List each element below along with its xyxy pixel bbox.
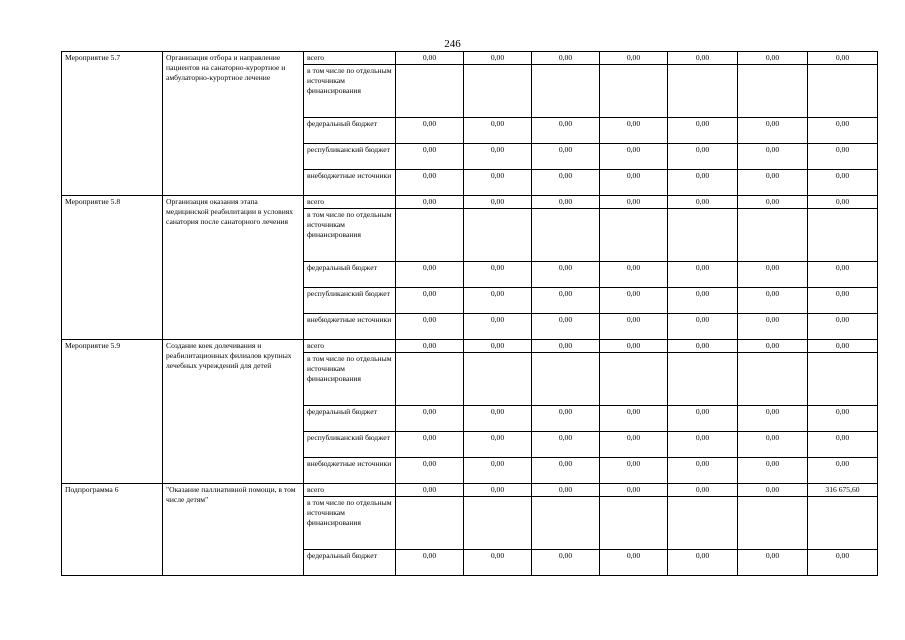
amount-cell: 0,00 (808, 196, 878, 209)
amount-cell: 0,00 (464, 550, 532, 576)
amount-cell: 0,00 (808, 340, 878, 353)
amount-cell: 0,00 (738, 484, 808, 497)
amount-cell: 0,00 (464, 144, 532, 170)
block-title: Организация отбора и направление пациентов на санаторно-курортное и амбулаторно-курортное лечение (163, 52, 304, 196)
amount-cell: 0,00 (396, 314, 464, 340)
amount-cell: 0,00 (738, 52, 808, 65)
funding-source-label: в том числе по отдельным источникам финансирования (304, 353, 396, 406)
amount-cell: 0,00 (600, 196, 668, 209)
amount-cell: 0,00 (532, 288, 600, 314)
block-title: Организация оказания этапа медицинской реабилитации в условиях санатория после санаторного лечения (163, 196, 304, 340)
funding-source-label: всего (304, 340, 396, 353)
amount-cell: 0,00 (464, 196, 532, 209)
amount-cell: 0,00 (600, 288, 668, 314)
table-row (62, 52, 878, 65)
funding-source-label: республиканский бюджет (304, 144, 396, 170)
amount-cell: 0,00 (808, 144, 878, 170)
amount-cell: 0,00 (600, 144, 668, 170)
amount-cell: 0,00 (532, 340, 600, 353)
amount-cell: 0,00 (532, 144, 600, 170)
amount-cell: 0,00 (600, 484, 668, 497)
amount-cell (600, 497, 668, 550)
amount-cell: 0,00 (600, 340, 668, 353)
amount-cell (808, 209, 878, 262)
funding-source-label: федеральный бюджет (304, 550, 396, 576)
amount-cell: 0,00 (668, 118, 738, 144)
amount-cell: 0,00 (808, 262, 878, 288)
amount-cell: 0,00 (808, 432, 878, 458)
amount-cell: 0,00 (668, 550, 738, 576)
amount-cell (600, 209, 668, 262)
amount-cell: 316 675,60 (808, 484, 878, 497)
amount-cell: 0,00 (532, 196, 600, 209)
amount-cell: 0,00 (396, 118, 464, 144)
funding-source-label: в том числе по отдельным источникам финансирования (304, 209, 396, 262)
amount-cell: 0,00 (464, 262, 532, 288)
block-code: Мероприятие 5.7 (62, 52, 163, 196)
funding-source-label: республиканский бюджет (304, 432, 396, 458)
amount-cell: 0,00 (668, 406, 738, 432)
funding-source-label: всего (304, 484, 396, 497)
amount-cell: 0,00 (738, 432, 808, 458)
amount-cell: 0,00 (808, 52, 878, 65)
block-code: Мероприятие 5.8 (62, 196, 163, 340)
amount-cell (532, 497, 600, 550)
funding-source-label: в том числе по отдельным источникам финансирования (304, 497, 396, 550)
amount-cell: 0,00 (396, 458, 464, 484)
amount-cell: 0,00 (464, 170, 532, 196)
amount-cell: 0,00 (600, 262, 668, 288)
amount-cell: 0,00 (738, 288, 808, 314)
amount-cell: 0,00 (600, 118, 668, 144)
amount-cell: 0,00 (600, 432, 668, 458)
amount-cell: 0,00 (738, 170, 808, 196)
amount-cell: 0,00 (808, 118, 878, 144)
amount-cell: 0,00 (464, 52, 532, 65)
amount-cell: 0,00 (464, 340, 532, 353)
amount-cell: 0,00 (668, 432, 738, 458)
amount-cell: 0,00 (396, 432, 464, 458)
amount-cell: 0,00 (808, 314, 878, 340)
amount-cell: 0,00 (738, 196, 808, 209)
amount-cell: 0,00 (808, 406, 878, 432)
amount-cell: 0,00 (464, 458, 532, 484)
amount-cell: 0,00 (396, 340, 464, 353)
amount-cell: 0,00 (600, 550, 668, 576)
amount-cell (668, 353, 738, 406)
amount-cell (600, 65, 668, 118)
amount-cell (668, 497, 738, 550)
amount-cell: 0,00 (600, 406, 668, 432)
amount-cell: 0,00 (532, 432, 600, 458)
amount-cell: 0,00 (600, 170, 668, 196)
amount-cell: 0,00 (738, 144, 808, 170)
table-row (62, 484, 878, 497)
amount-cell: 0,00 (396, 170, 464, 196)
amount-cell: 0,00 (668, 196, 738, 209)
amount-cell: 0,00 (808, 550, 878, 576)
amount-cell: 0,00 (532, 458, 600, 484)
amount-cell: 0,00 (668, 314, 738, 340)
block-title: Создание коек долечивания и реабилитационных филиалов крупных лечебных учреждений для детей (163, 340, 304, 484)
amount-cell (396, 209, 464, 262)
amount-cell (464, 497, 532, 550)
amount-cell: 0,00 (600, 458, 668, 484)
table-row (62, 196, 878, 209)
amount-cell: 0,00 (532, 550, 600, 576)
amount-cell (396, 497, 464, 550)
amount-cell: 0,00 (738, 118, 808, 144)
amount-cell: 0,00 (396, 406, 464, 432)
amount-cell: 0,00 (396, 52, 464, 65)
amount-cell: 0,00 (668, 484, 738, 497)
amount-cell: 0,00 (532, 262, 600, 288)
funding-source-label: федеральный бюджет (304, 262, 396, 288)
funding-source-label: всего (304, 52, 396, 65)
block-code: Подпрограмма 6 (62, 484, 163, 576)
amount-cell: 0,00 (464, 118, 532, 144)
amount-cell (532, 65, 600, 118)
amount-cell: 0,00 (532, 170, 600, 196)
amount-cell: 0,00 (668, 52, 738, 65)
funding-source-label: всего (304, 196, 396, 209)
amount-cell (668, 209, 738, 262)
amount-cell: 0,00 (532, 314, 600, 340)
amount-cell: 0,00 (808, 288, 878, 314)
amount-cell: 0,00 (532, 406, 600, 432)
amount-cell: 0,00 (532, 484, 600, 497)
amount-cell: 0,00 (464, 484, 532, 497)
amount-cell: 0,00 (668, 144, 738, 170)
amount-cell (396, 353, 464, 406)
amount-cell (668, 65, 738, 118)
funding-table (61, 51, 878, 576)
amount-cell: 0,00 (600, 314, 668, 340)
table-row (62, 340, 878, 353)
amount-cell: 0,00 (532, 118, 600, 144)
amount-cell (532, 353, 600, 406)
amount-cell: 0,00 (738, 406, 808, 432)
amount-cell: 0,00 (668, 340, 738, 353)
amount-cell: 0,00 (668, 262, 738, 288)
amount-cell: 0,00 (464, 288, 532, 314)
amount-cell: 0,00 (464, 432, 532, 458)
amount-cell: 0,00 (396, 550, 464, 576)
amount-cell: 0,00 (738, 550, 808, 576)
amount-cell: 0,00 (396, 288, 464, 314)
amount-cell (464, 353, 532, 406)
amount-cell: 0,00 (738, 458, 808, 484)
amount-cell: 0,00 (464, 314, 532, 340)
amount-cell (808, 353, 878, 406)
amount-cell: 0,00 (532, 52, 600, 65)
amount-cell: 0,00 (668, 170, 738, 196)
amount-cell: 0,00 (396, 484, 464, 497)
funding-source-label: республиканский бюджет (304, 288, 396, 314)
amount-cell: 0,00 (808, 170, 878, 196)
amount-cell: 0,00 (396, 262, 464, 288)
funding-source-label: федеральный бюджет (304, 406, 396, 432)
amount-cell: 0,00 (738, 340, 808, 353)
amount-cell: 0,00 (396, 196, 464, 209)
funding-source-label: федеральный бюджет (304, 118, 396, 144)
amount-cell: 0,00 (668, 288, 738, 314)
amount-cell (738, 65, 808, 118)
funding-source-label: внебюджетные источники (304, 170, 396, 196)
amount-cell: 0,00 (808, 458, 878, 484)
amount-cell: 0,00 (600, 52, 668, 65)
amount-cell: 0,00 (668, 458, 738, 484)
amount-cell (600, 353, 668, 406)
amount-cell (808, 65, 878, 118)
funding-source-label: внебюджетные источники (304, 314, 396, 340)
page-number: 246 (444, 38, 461, 50)
amount-cell (738, 209, 808, 262)
amount-cell (738, 353, 808, 406)
funding-source-label: в том числе по отдельным источникам финансирования (304, 65, 396, 118)
funding-source-label: внебюджетные источники (304, 458, 396, 484)
block-code: Мероприятие 5.9 (62, 340, 163, 484)
amount-cell: 0,00 (396, 144, 464, 170)
amount-cell: 0,00 (464, 406, 532, 432)
amount-cell (808, 497, 878, 550)
amount-cell (532, 209, 600, 262)
amount-cell: 0,00 (738, 262, 808, 288)
amount-cell (738, 497, 808, 550)
amount-cell (396, 65, 464, 118)
block-title: "Оказание паллиативной помощи, в том числе детям" (163, 484, 304, 576)
amount-cell (464, 65, 532, 118)
amount-cell (464, 209, 532, 262)
amount-cell: 0,00 (738, 314, 808, 340)
